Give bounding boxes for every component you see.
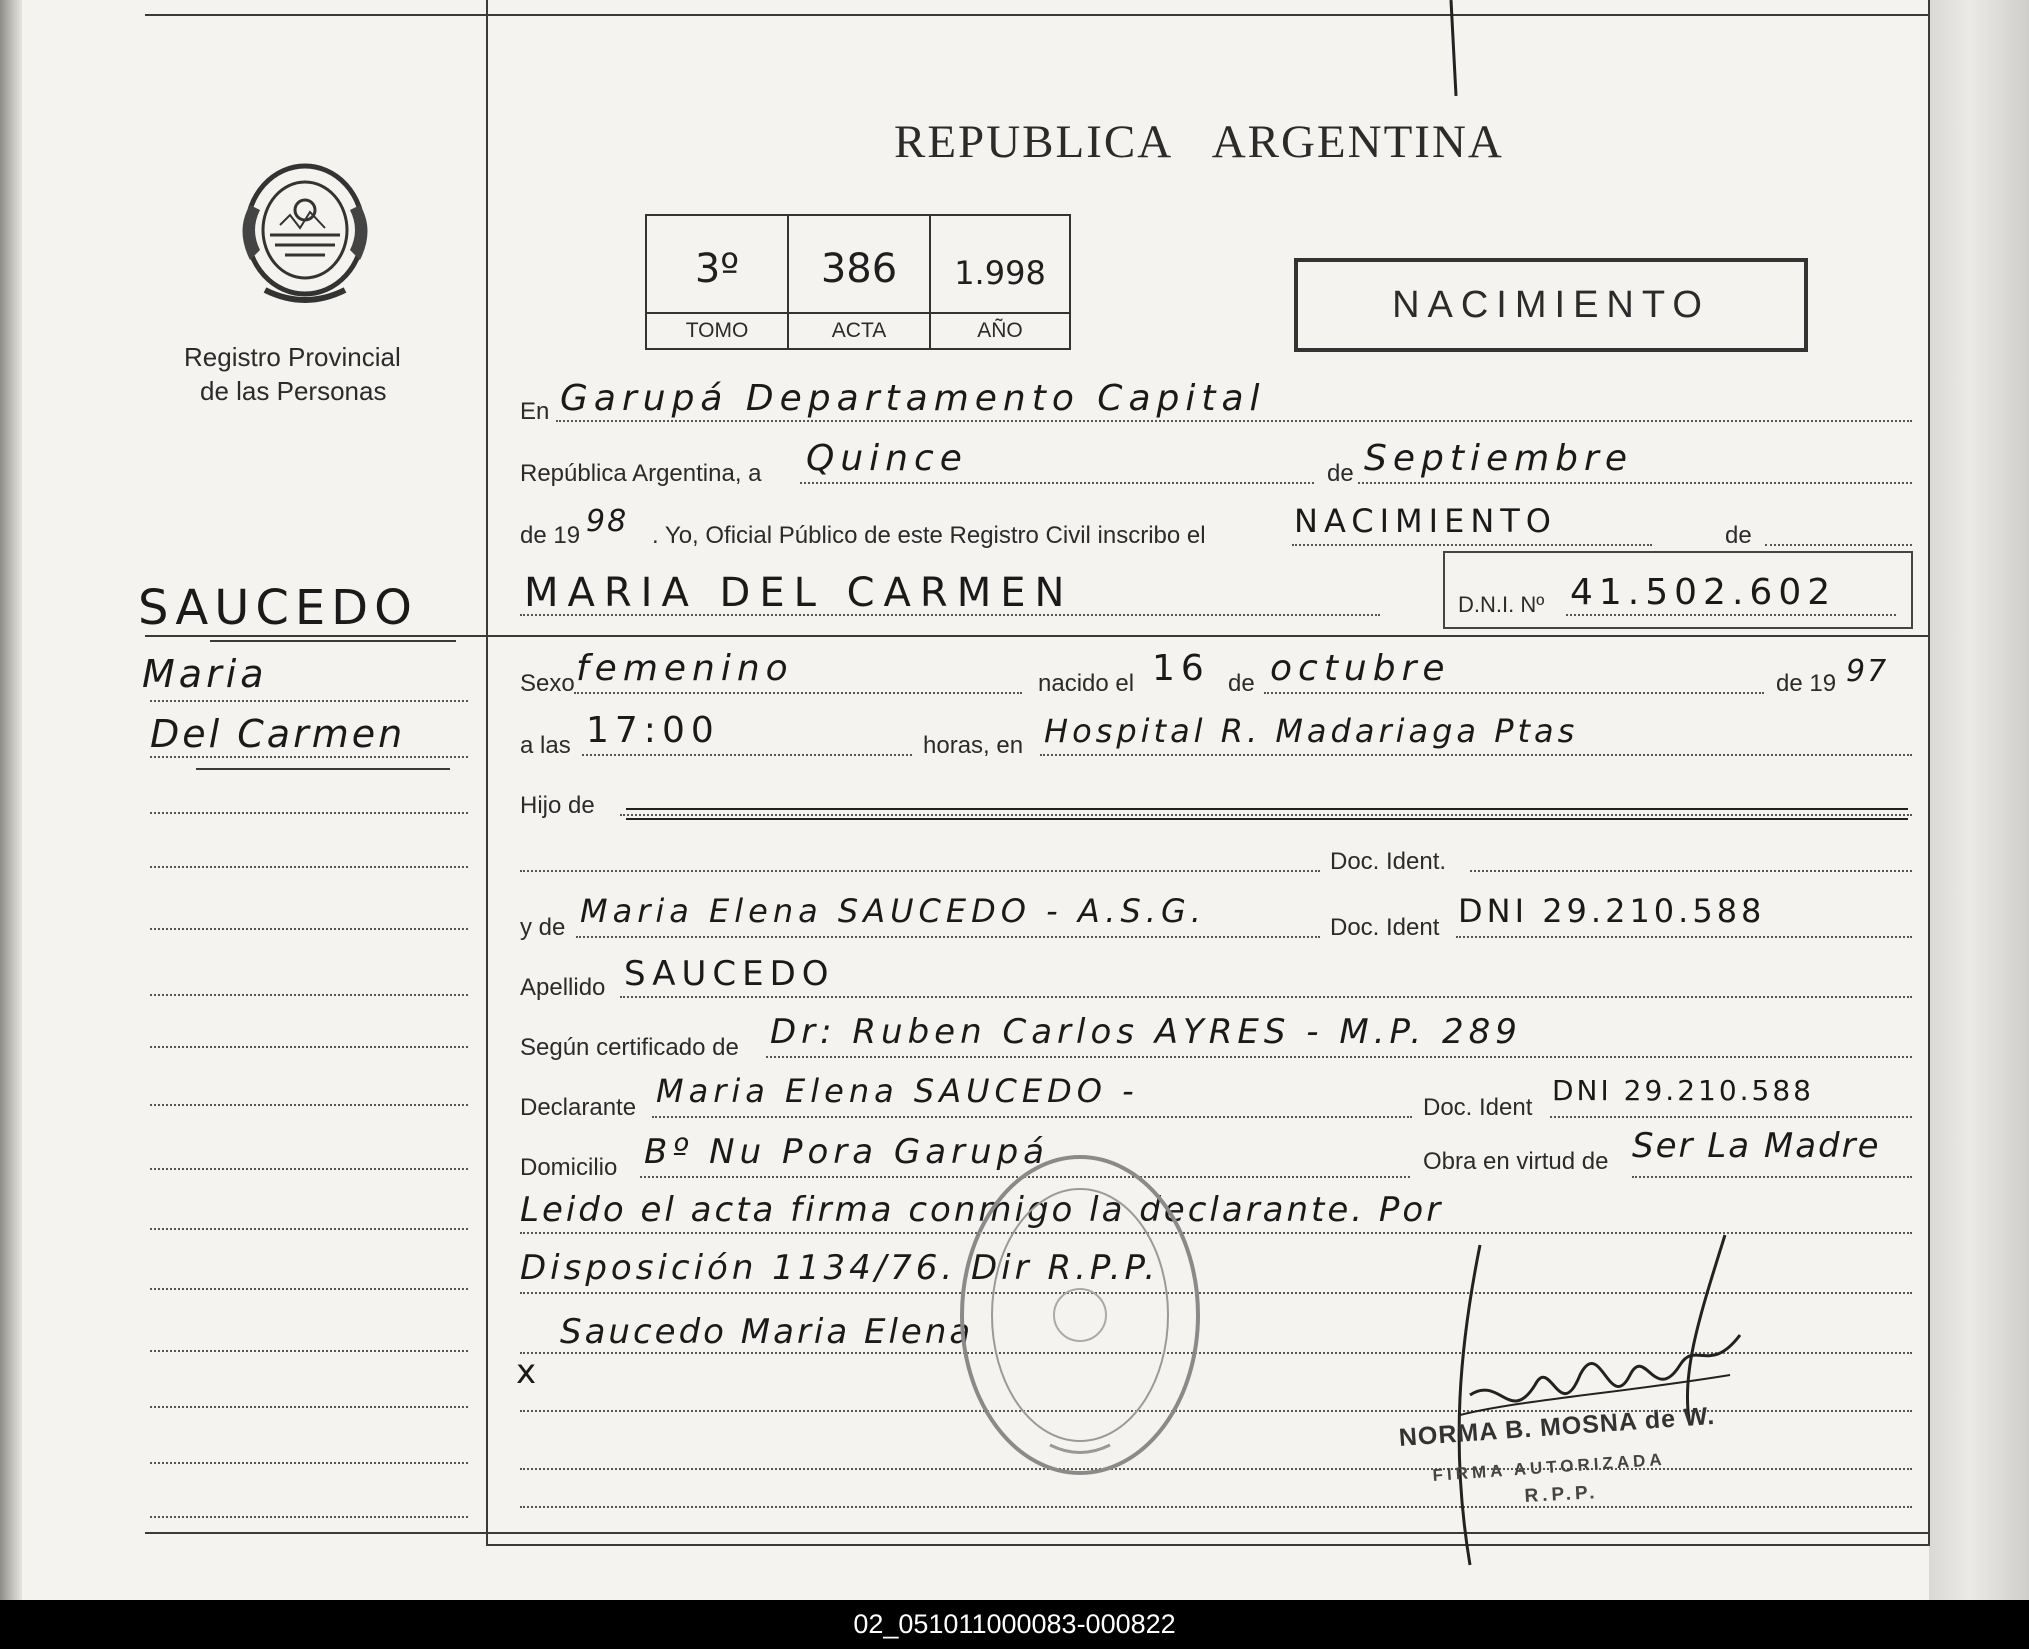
hw-inscripcion: NACIMIENTO	[1294, 502, 1557, 540]
acta-value: 386	[820, 246, 898, 292]
hw-dia-nac: 16	[1152, 648, 1210, 689]
hw-mes-nac: octubre	[1270, 648, 1451, 689]
hw-firma-declarante: Saucedo Maria Elena	[560, 1312, 974, 1352]
margin-line	[150, 1516, 468, 1518]
image-id-caption: 02_051011000083-000822	[0, 1600, 2029, 1649]
official-signature	[1440, 1225, 1770, 1570]
line-dia	[800, 482, 1314, 484]
line-madre	[576, 936, 1320, 938]
margin-divider	[486, 0, 488, 1546]
hw-dia: Quince	[806, 438, 968, 479]
hw-lugar-nac: Hospital R. Madariaga Ptas	[1044, 712, 1579, 750]
anio-cell	[931, 216, 1069, 348]
label-nacido: nacido el	[1038, 670, 1135, 697]
hw-mes: Septiembre	[1364, 438, 1633, 479]
line-mes	[1358, 482, 1912, 484]
stamp-org: R.P.P.	[1524, 1482, 1600, 1507]
label-de-19: de 19	[520, 522, 581, 549]
label-declarante: Declarante	[520, 1094, 637, 1121]
margin-line	[150, 1350, 468, 1352]
label-doc-ident3: Doc. Ident	[1423, 1094, 1533, 1121]
label-de2: de	[1725, 522, 1752, 549]
line-declarante-doc	[1550, 1116, 1912, 1118]
label-en: En	[520, 398, 550, 425]
line-mes-nac	[1264, 692, 1764, 694]
record-number-table	[645, 214, 1071, 350]
line-obra	[1632, 1176, 1912, 1178]
hw-domicilio: Bº Nu Pora Garupá	[644, 1132, 1049, 1172]
stamp-name: NORMA B. MOSNA de W.	[1398, 1401, 1716, 1452]
hw-declarante: Maria Elena SAUCEDO -	[656, 1072, 1139, 1110]
book-spine-shadow	[0, 0, 22, 1600]
label-domicilio: Domicilio	[520, 1154, 618, 1181]
margin-line	[150, 1168, 468, 1170]
strike-hijo-de	[626, 808, 1908, 810]
anio-label: AÑO	[931, 312, 1069, 348]
hw-obra: Ser La Madre	[1632, 1126, 1881, 1166]
margin-line	[150, 812, 468, 814]
hw-dni: 41.502.602	[1570, 572, 1837, 613]
tomo-label: TOMO	[647, 312, 787, 348]
margin-line	[150, 1104, 468, 1106]
margin-line	[150, 866, 468, 868]
line-en	[556, 420, 1912, 422]
hw-anio-nac: 97	[1846, 654, 1889, 689]
line-dni	[1566, 614, 1896, 616]
line-inscripcion	[1292, 544, 1652, 546]
line-padre	[520, 870, 1320, 872]
line-hijo-de	[620, 814, 1912, 816]
margin-line-1	[150, 700, 468, 702]
label-de3: de	[1228, 670, 1255, 697]
hw-sexo: femenino	[576, 648, 794, 689]
label-a-las: a las	[520, 732, 571, 759]
margin-name-underline	[196, 768, 450, 770]
registry-seal-stamp	[950, 1145, 1210, 1485]
line-sexo	[574, 692, 1022, 694]
hw-anio: 98	[586, 504, 629, 539]
line-certificado	[766, 1056, 1912, 1058]
margin-line-2	[150, 756, 468, 758]
registry-name-line2: de las Personas	[200, 376, 387, 406]
acta-label: ACTA	[789, 312, 929, 348]
hw-lugar: Garupá Departamento Capital	[560, 378, 1266, 419]
line-doc-padre	[1470, 870, 1912, 872]
label-apellido: Apellido	[520, 974, 606, 1001]
label-y-de: y de	[520, 914, 566, 941]
line-lugar-nac	[1040, 754, 1912, 756]
label-doc-ident2: Doc. Ident	[1330, 914, 1440, 941]
margin-line	[150, 994, 468, 996]
hw-declarante-doc: DNI 29.210.588	[1552, 1074, 1814, 1107]
label-yo: . Yo, Oficial Público de este Registro Civil inscribo el	[652, 522, 1206, 549]
margin-line	[150, 1228, 468, 1230]
label-hijo-de: Hijo de	[520, 792, 595, 819]
hw-hora: 17:00	[586, 710, 720, 751]
label-dni: D.N.I. Nº	[1458, 592, 1545, 617]
registry-name-line1: Registro Provincial	[184, 342, 401, 372]
hw-madre: Maria Elena SAUCEDO - A.S.G.	[580, 892, 1206, 930]
line-apellido	[620, 996, 1912, 998]
label-republica: República Argentina, a	[520, 460, 762, 487]
hw-nombre: MARIA DEL CARMEN	[524, 570, 1074, 616]
margin-line	[150, 1462, 468, 1464]
misiones-coat-of-arms-logo	[230, 150, 380, 310]
label-horas-en: horas, en	[923, 732, 1024, 759]
right-border	[1928, 0, 1930, 1546]
margin-line	[150, 928, 468, 930]
margin-line	[150, 1046, 468, 1048]
margin-given2: Del Carmen	[150, 712, 406, 756]
stamp-role: FIRMA AUTORIZADA	[1432, 1449, 1667, 1485]
acta-cell	[789, 216, 931, 348]
document-type-box: NACIMIENTO	[1294, 258, 1808, 352]
hw-x-mark: x	[516, 1352, 543, 1392]
margin-surname-underline	[210, 640, 456, 642]
strike-hijo-de	[626, 818, 1908, 820]
tomo-value: 3º	[694, 246, 740, 292]
label-de: de	[1327, 460, 1354, 487]
country-title: REPUBLICA ARGENTINA	[894, 116, 1504, 168]
hw-apellido: SAUCEDO	[624, 954, 835, 994]
hw-madre-doc: DNI 29.210.588	[1458, 892, 1766, 930]
margin-line	[150, 1406, 468, 1408]
hw-nota-1: Leido el acta firma conmigo la declarante. Por	[520, 1190, 1444, 1230]
margin-surname: SAUCEDO	[138, 580, 418, 636]
line-madre-doc	[1456, 936, 1912, 938]
page-edge	[1929, 0, 2029, 1600]
label-sexo: Sexo	[520, 670, 575, 697]
tomo-cell	[647, 216, 789, 348]
label-doc-ident: Doc. Ident.	[1330, 848, 1447, 875]
margin-given1: Maria	[142, 652, 268, 696]
hw-nota-2: Disposición 1134/76. Dir R.P.P.	[520, 1248, 1160, 1288]
margin-line	[150, 1288, 468, 1290]
hw-certificado: Dr: Ruben Carlos AYRES - M.P. 289	[770, 1012, 1522, 1052]
label-segun: Según certificado de	[520, 1034, 739, 1061]
line-hora	[582, 754, 912, 756]
anio-value: 1.998	[954, 254, 1046, 292]
line-de2	[1765, 544, 1912, 546]
line-declarante	[652, 1116, 1412, 1118]
label-de-19b: de 19	[1776, 670, 1837, 697]
label-obra: Obra en virtud de	[1423, 1148, 1609, 1175]
top-border	[145, 14, 1928, 16]
